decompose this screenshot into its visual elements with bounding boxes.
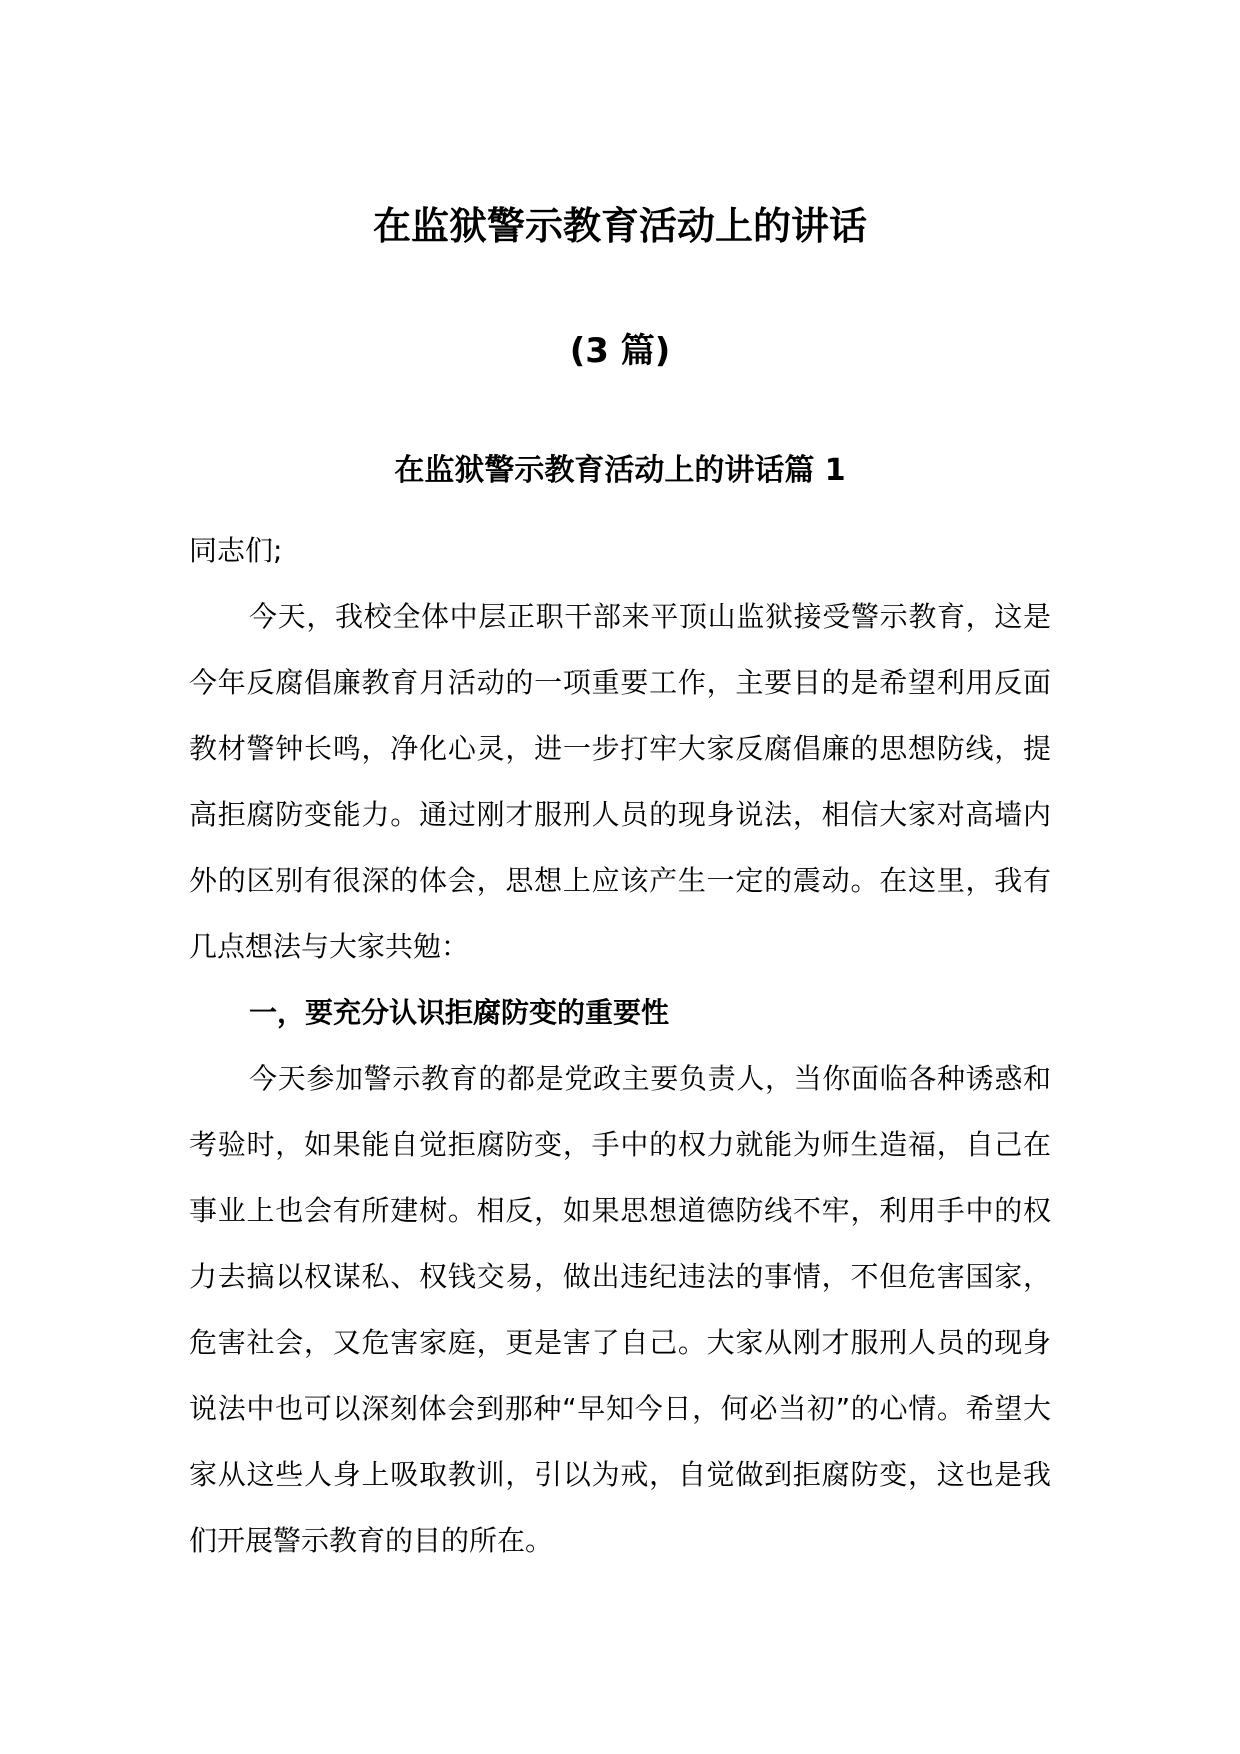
paragraph-intro: 今天，我校全体中层正职干部来平顶山监狱接受警示教育，这是今年反腐倡廉教育月活动的一项重要工作，主要目的是希望利用反面教材警钟长鸣，净化心灵，进一步打牢大家反腐倡廉的思想防线，提高拒腐防变能力。通过刚才服刑人员的现身说法，相信大家对高墙内外的区别有很深的体会，思想上应该产生一定的震动。在这里，我有几点想法与大家共勉： [189, 600, 1051, 963]
section-title: 在监狱警示教育活动上的讲话篇 1 [394, 453, 846, 488]
salutation: 同志们; [189, 534, 283, 567]
document-subtitle: (3 篇) [569, 331, 671, 371]
document-title: 在监狱警示教育活动上的讲话 [372, 204, 867, 248]
paragraph-first-point: 今天参加警示教育的都是党政主要负责人，当你面临各种诱惑和考验时，如果能自觉拒腐防变，手中的权力就能为师生造福，自己在事业上也会有所建树。相反，如果思想道德防线不牢，利用手中的权力去搞以权谋私、权钱交易，做出违纪违法的事情，不但危害国家，危害社会，又危害家庭，更是害了自己。大家从刚才服刑人员的现身说法中也可以深刻体会到那种“早知今日，何必当初”的心情。希望大家从这些人身上吸取教训，引以为戒，自觉做到拒腐防变，这也是我们开展警示教育的目的所在。 [189, 1062, 1051, 1557]
document-body [189, 518, 1051, 1574]
heading-first-point: 一，要充分认识拒腐防变的重要性 [249, 996, 670, 1029]
